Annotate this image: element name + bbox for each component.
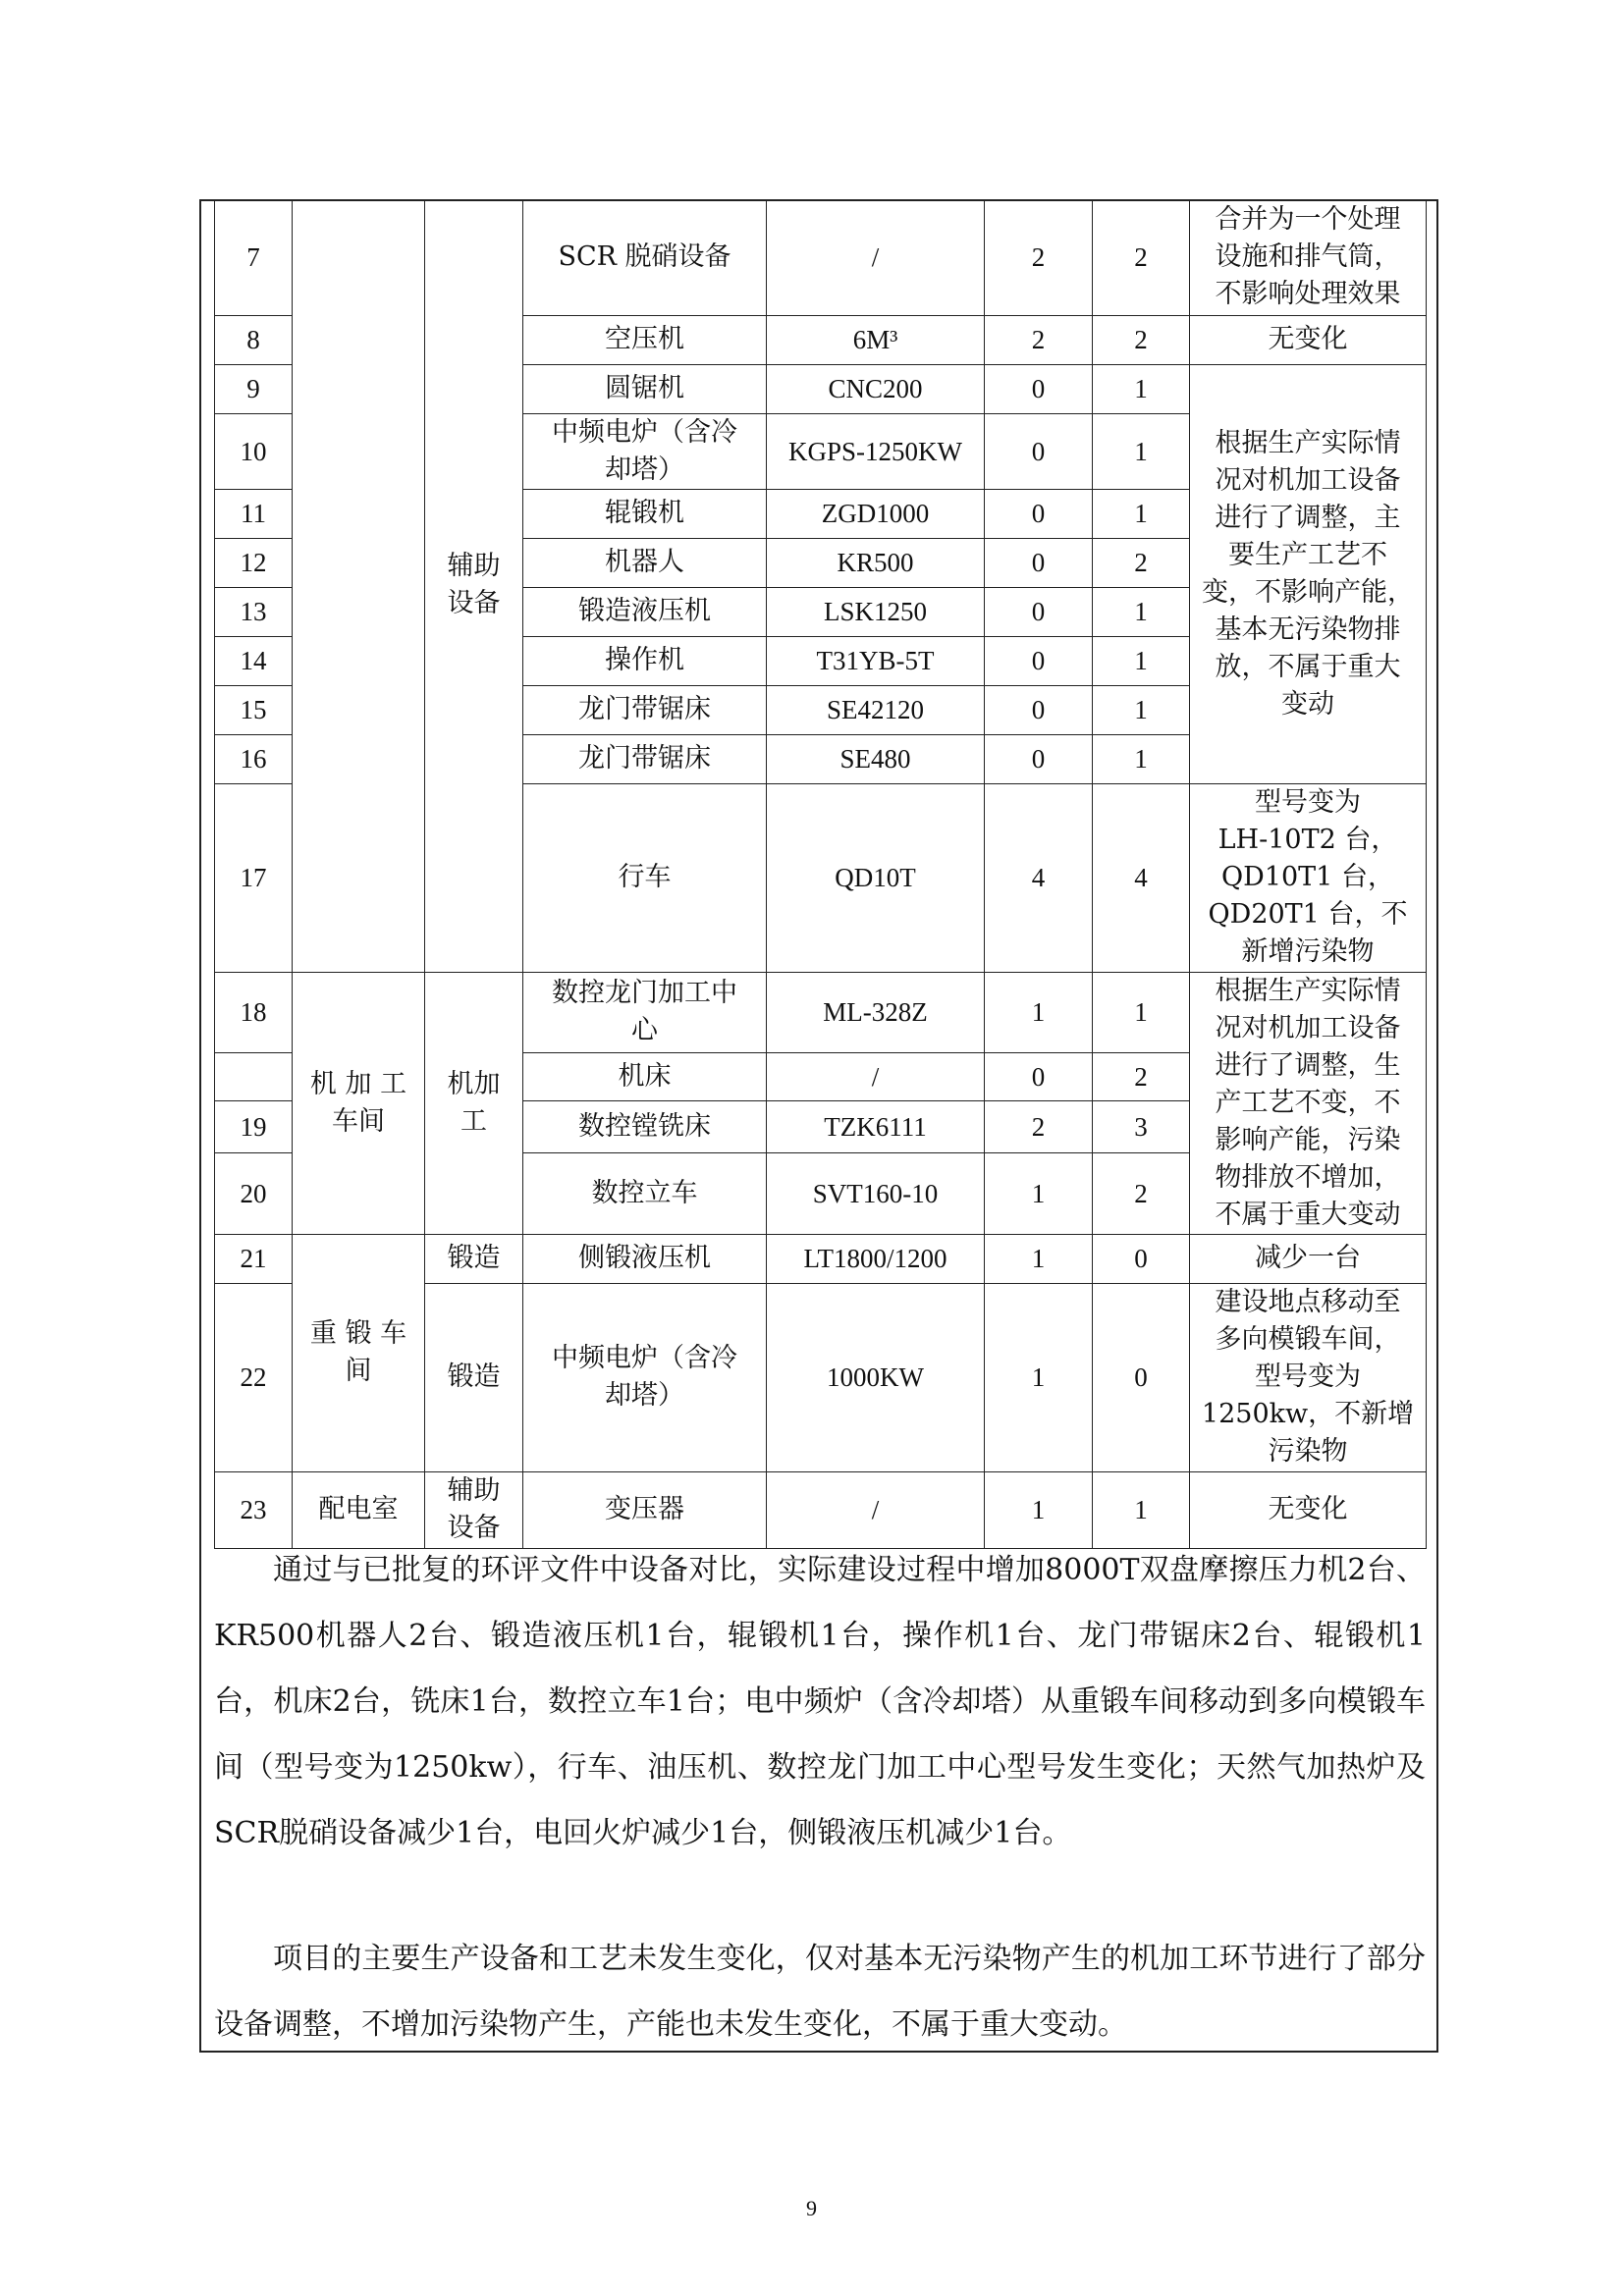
process-cell: 辅助 设备 bbox=[425, 199, 523, 972]
row-no: 16 bbox=[215, 734, 293, 783]
actual-qty: 1 bbox=[1093, 734, 1190, 783]
equipment-model: SE480 bbox=[767, 734, 985, 783]
equipment-model: 1000KW bbox=[767, 1283, 985, 1471]
process-cell: 锻造 bbox=[425, 1283, 523, 1471]
equipment-name: 空压机 bbox=[523, 315, 767, 364]
equipment-model: / bbox=[767, 199, 985, 315]
equipment-model: SVT160-10 bbox=[767, 1152, 985, 1234]
original-qty: 0 bbox=[985, 1053, 1093, 1101]
row-no: 7 bbox=[215, 199, 293, 315]
row-no: 15 bbox=[215, 685, 293, 734]
row-no: 20 bbox=[215, 1152, 293, 1234]
equipment-name: SCR 脱硝设备 bbox=[523, 199, 767, 315]
equipment-name: 机器人 bbox=[523, 538, 767, 587]
original-qty: 4 bbox=[985, 783, 1093, 972]
equipment-name: 龙门带锯床 bbox=[523, 734, 767, 783]
original-qty: 1 bbox=[985, 1471, 1093, 1548]
change-note: 无变化 bbox=[1190, 1471, 1427, 1548]
original-qty: 1 bbox=[985, 1152, 1093, 1234]
equipment-name: 圆锯机 bbox=[523, 364, 767, 413]
change-note: 无变化 bbox=[1190, 315, 1427, 364]
actual-qty: 1 bbox=[1093, 587, 1190, 636]
actual-qty: 1 bbox=[1093, 489, 1190, 538]
change-note: 建设地点移动至 多向模锻车间， 型号变为 1250kw，不新增 污染物 bbox=[1190, 1283, 1427, 1471]
equipment-model: TZK6111 bbox=[767, 1100, 985, 1152]
actual-qty: 4 bbox=[1093, 783, 1190, 972]
row-no: 21 bbox=[215, 1234, 293, 1283]
change-note: 型号变为 LH-10T2 台， QD10T1 台， QD20T1 台，不 新增污染物 bbox=[1190, 783, 1427, 972]
equipment-name: 龙门带锯床 bbox=[523, 685, 767, 734]
original-qty: 1 bbox=[985, 1234, 1093, 1283]
equipment-model: 6M³ bbox=[767, 315, 985, 364]
equipment-model: ML-328Z bbox=[767, 972, 985, 1053]
actual-qty: 2 bbox=[1093, 199, 1190, 315]
equipment-name: 数控镗铣床 bbox=[523, 1100, 767, 1152]
original-qty: 0 bbox=[985, 685, 1093, 734]
equipment-model: SE42120 bbox=[767, 685, 985, 734]
original-qty: 2 bbox=[985, 1100, 1093, 1152]
actual-qty: 0 bbox=[1093, 1234, 1190, 1283]
equipment-model: / bbox=[767, 1471, 985, 1548]
summary-paragraph: 通过与已批复的环评文件中设备对比，实际建设过程中增加8000T双盘摩擦压力机2台、KR500机器人2台、锻造液压机1台，辊锻机1台，操作机1台、龙门带锯床2台、辊锻机1台，机床2台，铣床1台，数控立车1台；电中频炉（含冷却塔）从重锻车间移动到多向模锻车间（型号变为1250kw），行车、油压机、数控龙门加工中心型号发生变化；天然气加热炉及SCR脱硝设备减少1台，电回火炉减少1台，侧锻液压机减少1台。 bbox=[214, 1553, 1426, 1850]
equipment-name: 侧锻液压机 bbox=[523, 1234, 767, 1283]
original-qty: 0 bbox=[985, 413, 1093, 489]
equipment-name: 数控龙门加工中 心 bbox=[523, 972, 767, 1053]
process-cell: 辅助 设备 bbox=[425, 1471, 523, 1548]
actual-qty: 2 bbox=[1093, 1053, 1190, 1101]
row-no: 12 bbox=[215, 538, 293, 587]
process-cell: 锻造 bbox=[425, 1234, 523, 1283]
equipment-model: / bbox=[767, 1053, 985, 1101]
workshop-cell: 配电室 bbox=[293, 1471, 425, 1548]
equipment-name: 操作机 bbox=[523, 636, 767, 685]
row-no: 13 bbox=[215, 587, 293, 636]
original-qty: 2 bbox=[985, 199, 1093, 315]
conclusion-paragraph: 项目的主要生产设备和工艺未发生变化，仅对基本无污染物产生的机加工环节进行了部分设备调整，不增加污染物产生，产能也未发生变化，不属于重大变动。 bbox=[214, 1942, 1426, 2042]
original-qty: 0 bbox=[985, 734, 1093, 783]
table-row bbox=[215, 199, 1427, 315]
equipment-model: KR500 bbox=[767, 538, 985, 587]
row-no: 18 bbox=[215, 972, 293, 1053]
original-qty: 1 bbox=[985, 1283, 1093, 1471]
change-note: 减少一台 bbox=[1190, 1234, 1427, 1283]
page-number: 9 bbox=[806, 2196, 817, 2220]
workshop-cell: 机 加 工 车间 bbox=[293, 972, 425, 1234]
actual-qty: 3 bbox=[1093, 1100, 1190, 1152]
equipment-name: 锻造液压机 bbox=[523, 587, 767, 636]
actual-qty: 1 bbox=[1093, 972, 1190, 1053]
equipment-model: T31YB-5T bbox=[767, 636, 985, 685]
row-no bbox=[215, 1053, 293, 1101]
process-cell: 机加 工 bbox=[425, 972, 523, 1234]
actual-qty: 1 bbox=[1093, 685, 1190, 734]
equipment-model: LT1800/1200 bbox=[767, 1234, 985, 1283]
actual-qty: 2 bbox=[1093, 538, 1190, 587]
equipment-name: 数控立车 bbox=[523, 1152, 767, 1234]
workshop-cell-blank bbox=[293, 199, 425, 972]
original-qty: 0 bbox=[985, 587, 1093, 636]
table-row bbox=[215, 972, 1427, 1053]
change-note: 根据生产实际情 况对机加工设备 进行了调整，生 产工艺不变，不 影响产能，污染 物排放不增加， 不属于重大变动 bbox=[1190, 972, 1427, 1234]
actual-qty: 1 bbox=[1093, 1471, 1190, 1548]
equipment-name: 机床 bbox=[523, 1053, 767, 1101]
row-no: 10 bbox=[215, 413, 293, 489]
equipment-name: 中频电炉（含冷 却塔） bbox=[523, 413, 767, 489]
equipment-table bbox=[214, 199, 1427, 1549]
original-qty: 1 bbox=[985, 972, 1093, 1053]
row-no: 14 bbox=[215, 636, 293, 685]
equipment-model: QD10T bbox=[767, 783, 985, 972]
change-note: 合并为一个处理 设施和排气筒， 不影响处理效果 bbox=[1190, 199, 1427, 315]
equipment-model: CNC200 bbox=[767, 364, 985, 413]
equipment-name: 辊锻机 bbox=[523, 489, 767, 538]
actual-qty: 1 bbox=[1093, 636, 1190, 685]
row-no: 22 bbox=[215, 1283, 293, 1471]
row-no: 9 bbox=[215, 364, 293, 413]
original-qty: 0 bbox=[985, 364, 1093, 413]
original-qty: 0 bbox=[985, 636, 1093, 685]
row-no: 17 bbox=[215, 783, 293, 972]
equipment-name: 行车 bbox=[523, 783, 767, 972]
actual-qty: 1 bbox=[1093, 413, 1190, 489]
actual-qty: 2 bbox=[1093, 315, 1190, 364]
equipment-model: LSK1250 bbox=[767, 587, 985, 636]
row-no: 11 bbox=[215, 489, 293, 538]
actual-qty: 0 bbox=[1093, 1283, 1190, 1471]
original-qty: 2 bbox=[985, 315, 1093, 364]
change-note: 根据生产实际情 况对机加工设备 进行了调整，主 要生产工艺不 变，不影响产能， 基本无污染物排 放，不属于重大 变动 bbox=[1190, 364, 1427, 783]
equipment-model: ZGD1000 bbox=[767, 489, 985, 538]
row-no: 19 bbox=[215, 1100, 293, 1152]
original-qty: 0 bbox=[985, 489, 1093, 538]
actual-qty: 2 bbox=[1093, 1152, 1190, 1234]
equipment-name: 中频电炉（含冷 却塔） bbox=[523, 1283, 767, 1471]
actual-qty: 1 bbox=[1093, 364, 1190, 413]
table-row bbox=[215, 1234, 1427, 1283]
workshop-cell: 重 锻 车 间 bbox=[293, 1234, 425, 1471]
row-no: 23 bbox=[215, 1471, 293, 1548]
original-qty: 0 bbox=[985, 538, 1093, 587]
equipment-model: KGPS-1250KW bbox=[767, 413, 985, 489]
equipment-name: 变压器 bbox=[523, 1471, 767, 1548]
row-no: 8 bbox=[215, 315, 293, 364]
